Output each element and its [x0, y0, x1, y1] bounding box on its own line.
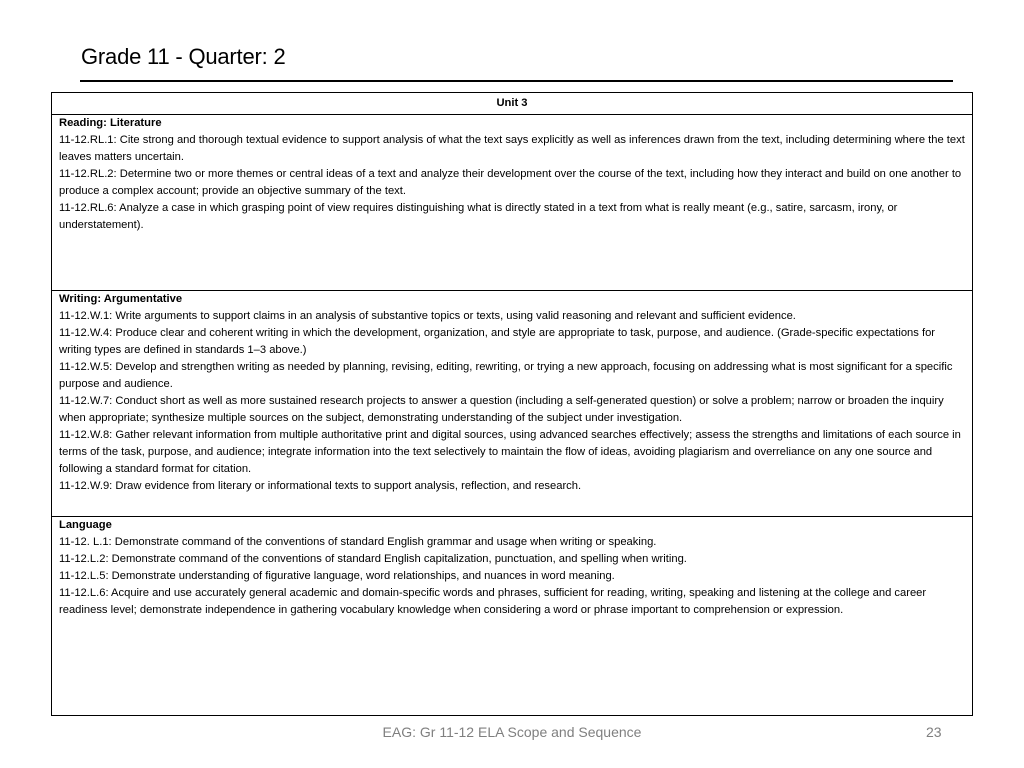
table-row [52, 291, 973, 517]
standard-text: 11-12.W.8: Gather relevant information from multiple authoritative print and digital sources, using advanced searches effectively; assess the strengths and limitations of each source in terms of the task, purpose, and audience; integrate information into the text selectively to maintain the flow of ideas, avoiding plagiarism and overreliance on any one source and following a standard format for citation. [59, 429, 961, 475]
standard-text: 11-12.L.5: Demonstrate understanding of figurative language, word relationships, and nuances in word meaning. [59, 570, 615, 582]
footer-text: EAG: Gr 11-12 ELA Scope and Sequence [382, 724, 642, 740]
writing-argumentative-cell [52, 291, 973, 517]
standard-text: 11-12.W.5: Develop and strengthen writing as needed by planning, revising, editing, rewriting, or trying a new approach, focusing on addressing what is most significant for a specific purpose and audience. [59, 361, 953, 390]
language-cell [52, 517, 973, 716]
standard-text: 11-12.RL.6: Analyze a case in which grasping point of view requires distinguishing what is directly stated in a text from what is really meant (e.g., satire, sarcasm, irony, or understatement). [59, 202, 898, 231]
section-heading: Writing: Argumentative [59, 293, 183, 305]
standard-text: 11-12.W.9: Draw evidence from literary or informational texts to support analysis, reflection, and research. [59, 480, 582, 492]
standard-text: 11-12. L.1: Demonstrate command of the conventions of standard English grammar and usage when writing or speaking. [59, 536, 657, 548]
standard-text: 11-12.RL.1: Cite strong and thorough textual evidence to support analysis of what the text says explicitly as well as inferences drawn from the text, including determining where the text leaves matters uncertain. [59, 134, 965, 163]
unit-table [51, 92, 973, 716]
standard-text: 11-12.W.4: Produce clear and coherent writing in which the development, organization, and style are appropriate to task, purpose, and audience. (Grade-specific expectations for writing types are defined in standards 1–3 above.) [59, 327, 936, 356]
table-row [52, 517, 973, 716]
unit-header: Unit 3 [52, 93, 973, 115]
standard-text: 11-12.L.2: Demonstrate command of the conventions of standard English capitalization, punctuation, and spelling when writing. [59, 553, 687, 565]
section-heading: Language [59, 519, 112, 531]
page-title: Grade 11 - Quarter: 2 [81, 44, 286, 69]
table-row [52, 115, 973, 291]
reading-literature-cell [52, 115, 973, 291]
page-number: 23 [926, 724, 942, 740]
section-heading: Reading: Literature [59, 117, 162, 129]
standard-text: 11-12.L.6: Acquire and use accurately general academic and domain-specific words and phrases, sufficient for reading, writing, speaking and listening at the college and career readiness level; demonstrate independence in gathering vocabulary knowledge when considering a word or phrase important to comprehension or expression. [59, 587, 927, 616]
standard-text: 11-12.W.1: Write arguments to support claims in an analysis of substantive topics or texts, using valid reasoning and relevant and sufficient evidence. [59, 310, 796, 322]
standard-text: 11-12.W.7: Conduct short as well as more sustained research projects to answer a question (including a self-generated question) or solve a problem; narrow or broaden the inquiry when appropriate; synthesize multiple sources on the subject, demonstrating understanding of the subject under investigation. [59, 395, 944, 424]
standard-text: 11-12.RL.2: Determine two or more themes or central ideas of a text and analyze their development over the course of the text, including how they interact and build on one another to produce a complex account; provide an objective summary of the text. [59, 168, 962, 197]
title-divider [80, 80, 953, 82]
table-header-row [52, 93, 973, 115]
